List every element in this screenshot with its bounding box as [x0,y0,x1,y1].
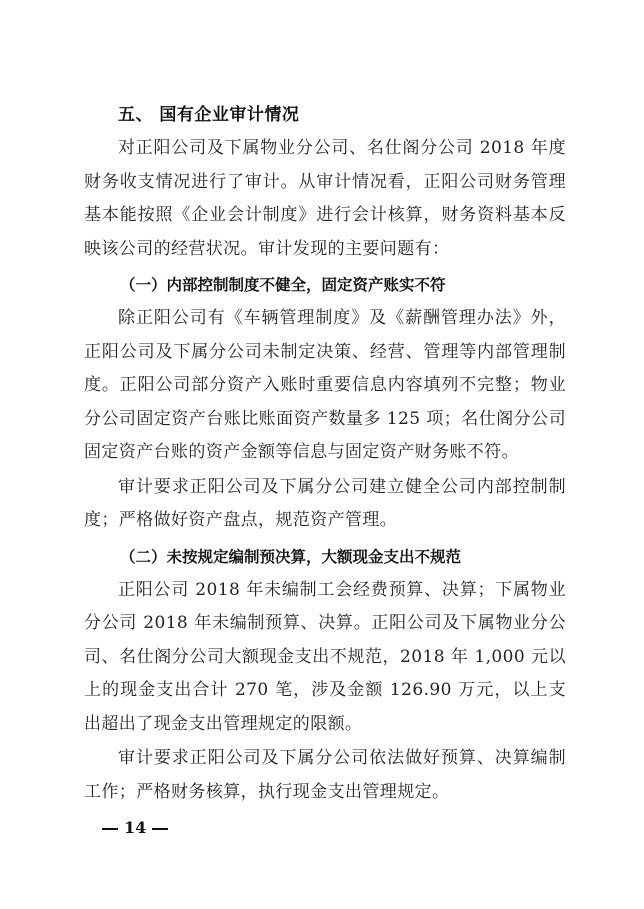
section-heading: 五、 国有企业审计情况 [118,105,300,125]
page-body [84,98,566,809]
intro-paragraph: 对正阳公司及下属物业分公司、名仕阁分公司 2018 年度财务收支情况进行了审计。从审计情况看，正阳公司财务管理基本能按照《企业会计制度》进行会计核算，财务资料基本反映该公司的经营状况。审计发现的主要问题有： [84,138,566,259]
dash-left [102,828,118,830]
subsection-1-paragraph-2: 审计要求正阳公司及下属分公司建立健全公司内部控制制度；严格做好资产盘点，规范资产管理。 [84,476,566,530]
subsection-2-paragraph-2: 审计要求正阳公司及下属分公司依法做好预算、决算编制工作；严格财务核算，执行现金支出管理规定。 [84,748,566,802]
subsection-heading-2: （二）未按规定编制预决算，大额现金支出不规范 [120,547,462,566]
subsection-heading-1: （一）内部控制制度不健全，固定资产账实不符 [120,276,446,294]
dash-right [152,828,168,830]
subsection-2-paragraph-1: 正阳公司 2018 年未编制工会经费预算、决算；下属物业分公司 2018 年未编制预算、决算。正阳公司及下属物业分公司、名仕阁分公司大额现金支出不规范，2018 年 1,000 元以上的现金支出合计 270 笔，涉及金额 126.90 万元，以上支出超出了现金支出管理规定的限额。 [84,579,566,734]
subsection-1-paragraph-1: 除正阳公司有《车辆管理制度》及《薪酬管理办法》外，正阳公司及下属分公司未制定决策、经营、管理等内部管理制度。正阳公司部分资产入账时重要信息内容填列不完整；物业分公司固定资产台账比账面资产数量多 125 项；名仕阁分公司固定资产台账的资产金额等信息与固定资产财务账不符。 [84,308,566,462]
page-number: 14 [124,818,147,837]
page-footer [96,818,174,837]
